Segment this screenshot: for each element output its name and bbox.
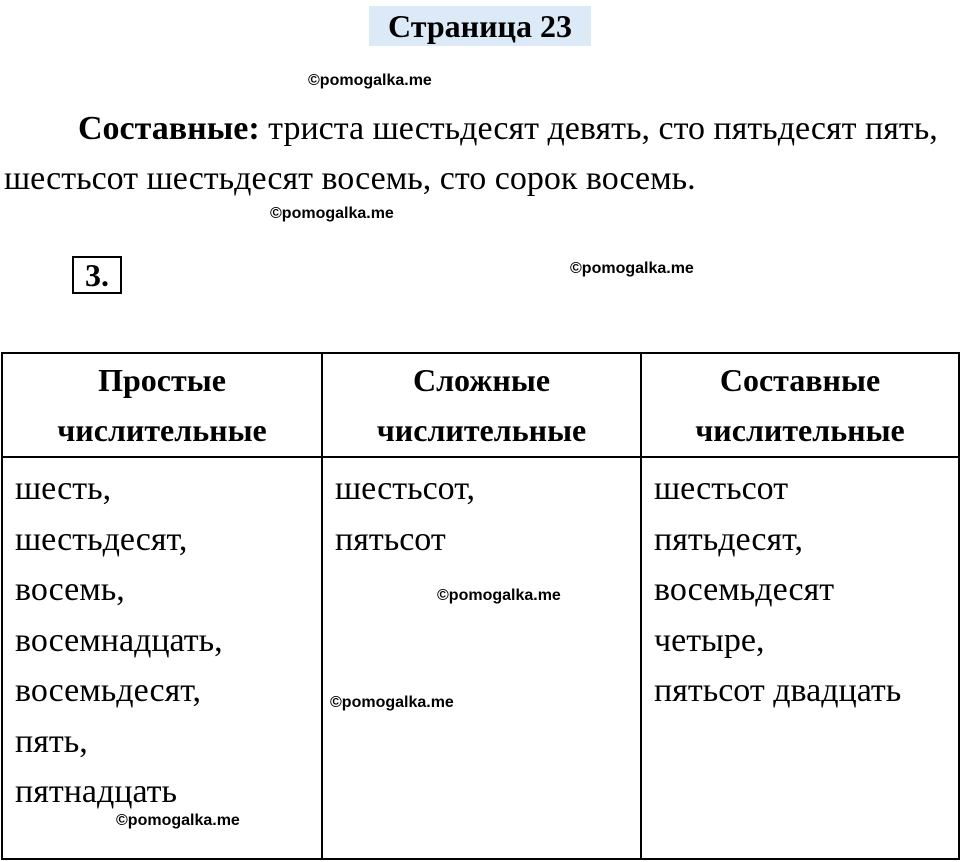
table-header-row	[2, 353, 959, 457]
list-item: пятьсот двадцать	[654, 672, 902, 709]
watermark: ©pomogalka.me	[308, 72, 432, 89]
table-row	[2, 457, 959, 859]
cell-simple	[2, 457, 322, 859]
watermark: ©pomogalka.me	[330, 694, 454, 711]
list-item: пятнадцать	[15, 773, 178, 810]
header-line: Составные	[719, 362, 881, 398]
cell-complex	[322, 457, 641, 859]
list-item: пятьдесят,	[654, 520, 803, 558]
list-item: шестьдесят,	[15, 520, 188, 558]
cell-compound	[641, 457, 959, 859]
list-item: пять,	[15, 722, 88, 760]
list-item: шестьсот,	[335, 470, 476, 507]
header-line: числительные	[695, 412, 905, 448]
list-item: пятьсот	[335, 520, 446, 558]
list-item: восемьдесят,	[15, 672, 202, 709]
header-complex	[322, 353, 641, 457]
list-item: восемь,	[15, 571, 125, 608]
paragraph-text: триста шестьдесят девять, сто пятьдесят пять, шестьсот шестьдесят восемь, сто сорок восемь.	[4, 110, 938, 197]
header-line: числительные	[57, 412, 267, 448]
watermark: ©pomogalka.me	[270, 205, 394, 222]
page-title: Страница 23	[369, 6, 591, 46]
header-compound	[641, 353, 959, 457]
header-line: Сложные	[412, 362, 551, 398]
watermark: ©pomogalka.me	[570, 260, 694, 277]
header-simple	[2, 353, 322, 457]
header-line: числительные	[376, 412, 587, 448]
list-item: четыре,	[654, 621, 765, 659]
list-item: шестьсот	[654, 470, 789, 507]
task-number: 3.	[72, 256, 122, 294]
watermark: ©pomogalka.me	[116, 812, 240, 829]
paragraph-lead: Составные:	[78, 110, 260, 147]
header-line: Простые	[98, 362, 226, 398]
watermark: ©pomogalka.me	[437, 587, 561, 604]
answer-paragraph	[4, 104, 959, 204]
list-item: шесть,	[15, 470, 112, 507]
numerals-table	[1, 352, 960, 860]
list-item: восемнадцать,	[15, 621, 223, 659]
list-item: восемьдесят	[654, 571, 835, 608]
